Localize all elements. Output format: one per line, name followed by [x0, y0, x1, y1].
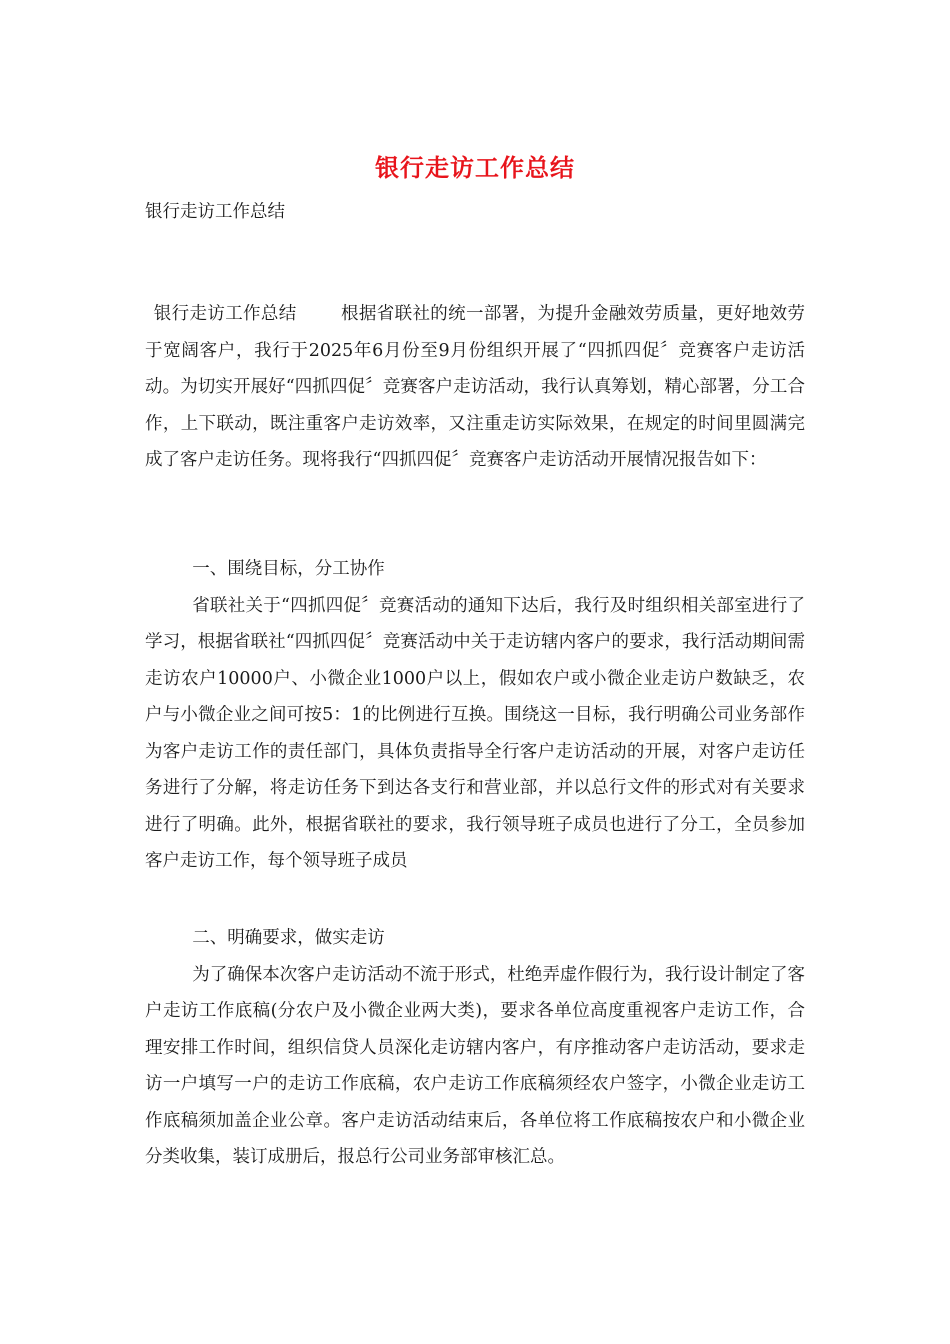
section-1-text: 省联社关于“四抓四促〞竞赛活动的通知下达后，我行及时组织相关部室进行了学习，根据省联社“四抓四促〞竞赛活动中关于走访辖内客户的要求，我行活动期间需走访农户10000户、小微企业1000户以上，假如农户或小微企业走访户数缺乏，农户与小微企业之间可按5：1的比例进行互换。围绕这一目标，我行明确公司业务部作为客户走访工作的责任部门，具体负责指导全行客户走访活动的开展，对客户走访任务进行了分解，将走访任务下到达各支行和营业部，并以总行文件的形式对有关要求进行了明确。此外，根据省联社的要求，我行领导班子成员也进行了分工，全员参加客户走访工作，每个领导班子成员 — [145, 595, 805, 871]
intro-text-container — [145, 296, 805, 479]
intro-lead: 银行走访工作总结 — [153, 304, 297, 324]
section-1-heading: 一、围绕目标，分工协作 — [192, 559, 385, 579]
section-2 — [145, 920, 805, 1176]
document-subtitle: 银行走访工作总结 — [145, 202, 285, 222]
intro-paragraph — [145, 296, 805, 479]
section-2-heading: 二、明确要求，做实走访 — [192, 928, 385, 948]
section-2-text: 为了确保本次客户走访活动不流于形式，杜绝弄虚作假行为，我行设计制定了客户走访工作底稿(分农户及小微企业两大类)，要求各单位高度重视客户走访工作，合理安排工作时间，组织信贷人员深化走访辖内客户，有序推动客户走访活动，要求走访一户填写一户的走访工作底稿，农户走访工作底稿须经农户签字，小微企业走访工作底稿须加盖企业公章。客户走访活动结束后，各单位将工作底稿按农户和小微企业分类收集，装订成册后，报总行公司业务部审核汇总。 — [145, 964, 805, 1167]
document-title: 银行走访工作总结 — [375, 153, 575, 182]
intro-text: 根据省联社的统一部署，为提升金融效劳质量，更好地效劳于宽阔客户，我行于2025年6月份至9月份组织开展了“四抓四促〞竞赛客户走访活动。为切实开展好“四抓四促〞竞赛客户走访活动，我行认真筹划，精心部署，分工合作，上下联动，既注重客户走访效率，又注重走访实际效果，在规定的时间里圆满完成了客户走访任务。现将我行“四抓四促〞竞赛客户走访活动开展情况报告如下： — [145, 304, 806, 470]
section-1 — [145, 551, 805, 880]
